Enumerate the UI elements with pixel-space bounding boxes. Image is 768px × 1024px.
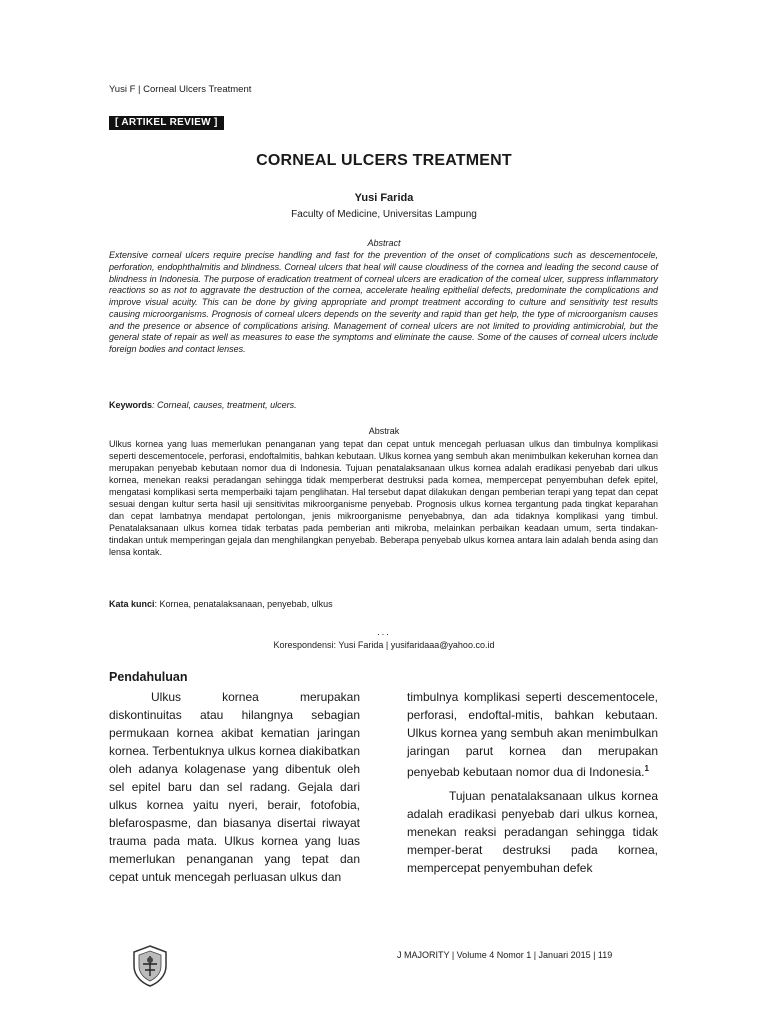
abstrak-heading: Abstrak (368, 426, 400, 436)
section-tag: [ ARTIKEL REVIEW ] (109, 116, 224, 130)
separator-dots: ... (377, 627, 391, 637)
keywords-line (109, 400, 658, 410)
body-column-left (109, 688, 360, 886)
university-seal-icon (128, 944, 172, 988)
abstract-heading: Abstract (367, 238, 401, 248)
keywords-values: : Corneal, causes, treatment, ulcers. (152, 400, 297, 410)
paragraph (407, 688, 658, 781)
author-name: Yusi Farida (354, 192, 414, 204)
citation-ref[interactable]: 1 (644, 764, 649, 773)
abstract-english: Extensive corneal ulcers require precise handling and fast for the prevention of the onset of complications such as descementocele, perforation, endophthalmitis and blindness. Corneal ulcers that heal will cause cloudiness of the cornea and leading the second cause of blindness in Indonesia. The purpose of eradication treatment of corneal ulcers are eradication of the corneal ulcer, suppress inflammatory reactions so as not to aggravate the destruction of the cornea, accelerate healing epithelial defects, predominate the complications and improve visual acuity. This can be done by giving appropriate and prompt treatment according to culture and sensitivity test results causing microorganisms. Prognosis of corneal ulcers depends on the severity and rapid than get help, the type of microorganism causes and the presence or absence of complications arising. Management of corneal ulcers are not limited to providing antimicrobial, but the general state of repair as well as measures to ease the symptoms and eliminate the cause. Some of the causes of corneal ulcers include foreign bodies and contact lenses. (109, 250, 658, 354)
running-head: Yusi F | Corneal Ulcers Treatment (109, 84, 252, 95)
correspondence-line: Korespondensi: Yusi Farida | yusifaridaaa@yahoo.co.id (273, 640, 495, 650)
body-column-right (407, 688, 658, 877)
abstract-indonesian: Ulkus kornea yang luas memerlukan penanganan yang tepat dan cepat untuk mencegah perluasan ulkus dan timbulnya komplikasi seperti descementocele, perforasi, endoftalmitis, bahkan kebutaan. Ulkus kornea yang sembuh akan menimbulkan kekeruhan kornea dan merupakan penyebab kebutaan nomor dua di Indonesia. Tujuan penatalaksanaan ulkus kornea adalah eradikasi penyebab dari ulkus kornea, menekan reaksi peradangan sehingga tidak memperberat destruksi pada kornea, mempercepat penyembuhan defek epitel, mengatasi komplikasi serta memperbaiki tajam penglihatan. Hal tersebut dapat dilakukan dengan pemberian terapi yang tepat dan cepat sesuai dengan kultur serta hasil uji sensitivitas mikroorganisme penyebab. Prognosis ulkus kornea tergantung pada tingkat keparahan dan cepat lambatnya mendapat pertolongan, jenis mikroorganisme penyebabnya, dan ada tidaknya komplikasi yang timbul. Penatalaksanaan ulkus kornea tidak terbatas pada pemberian anti mikroba, melainkan perbaikan keadaan umum, serta tindakan-tindakan untuk memperingan gejala dan menghilangkan penyebab. Beberapa penyebab ulkus kornea antara lain adalah benda asing dan lensa kontak. (109, 439, 658, 557)
paragraph-text: timbulnya komplikasi seperti descementocele, perforasi, endoftal-mitis, bahkan kebutaan. Ulkus kornea yang sembuh akan menimbulkan jaringan parut kornea dan merupakan penyebab kebutaan nomor dua di Indonesia. (407, 690, 658, 779)
keywords-label: Keywords (109, 400, 153, 410)
section-heading: Pendahuluan (109, 670, 188, 684)
kata-kunci-line (109, 599, 658, 609)
article-title: CORNEAL ULCERS TREATMENT (256, 152, 512, 169)
author-affiliation: Faculty of Medicine, Universitas Lampung (291, 209, 477, 220)
kata-kunci-label: Kata kunci (109, 599, 155, 609)
paragraph: Ulkus kornea merupakan diskontinuitas atau hilangnya sebagian permukaan kornea akibat kematian jaringan kornea. Terbentuknya ulkus kornea diakibatkan oleh adanya kolagenase yang dibentuk oleh sel epitel baru dan sel radang. Gejala dari ulkus kornea yaitu nyeri, berair, fotofobia, blefarospasme, dan biasanya disertai riwayat trauma pada mata. Ulkus kornea yang luas memerlukan penanganan yang tepat dan cepat untuk mencegah perluasan ulkus dan (109, 690, 360, 884)
paragraph: Tujuan penatalaksanaan ulkus kornea adalah eradikasi penyebab dari ulkus kornea, menekan reaksi peradangan sehingga tidak memper-berat destruksi pada kornea, mempercepat penyembuhan defek (407, 789, 658, 875)
journal-footer: J MAJORITY | Volume 4 Nomor 1 | Januari 2015 | 119 (397, 950, 613, 960)
kata-kunci-values: : Kornea, penatalaksanaan, penyebab, ulkus (154, 599, 333, 609)
